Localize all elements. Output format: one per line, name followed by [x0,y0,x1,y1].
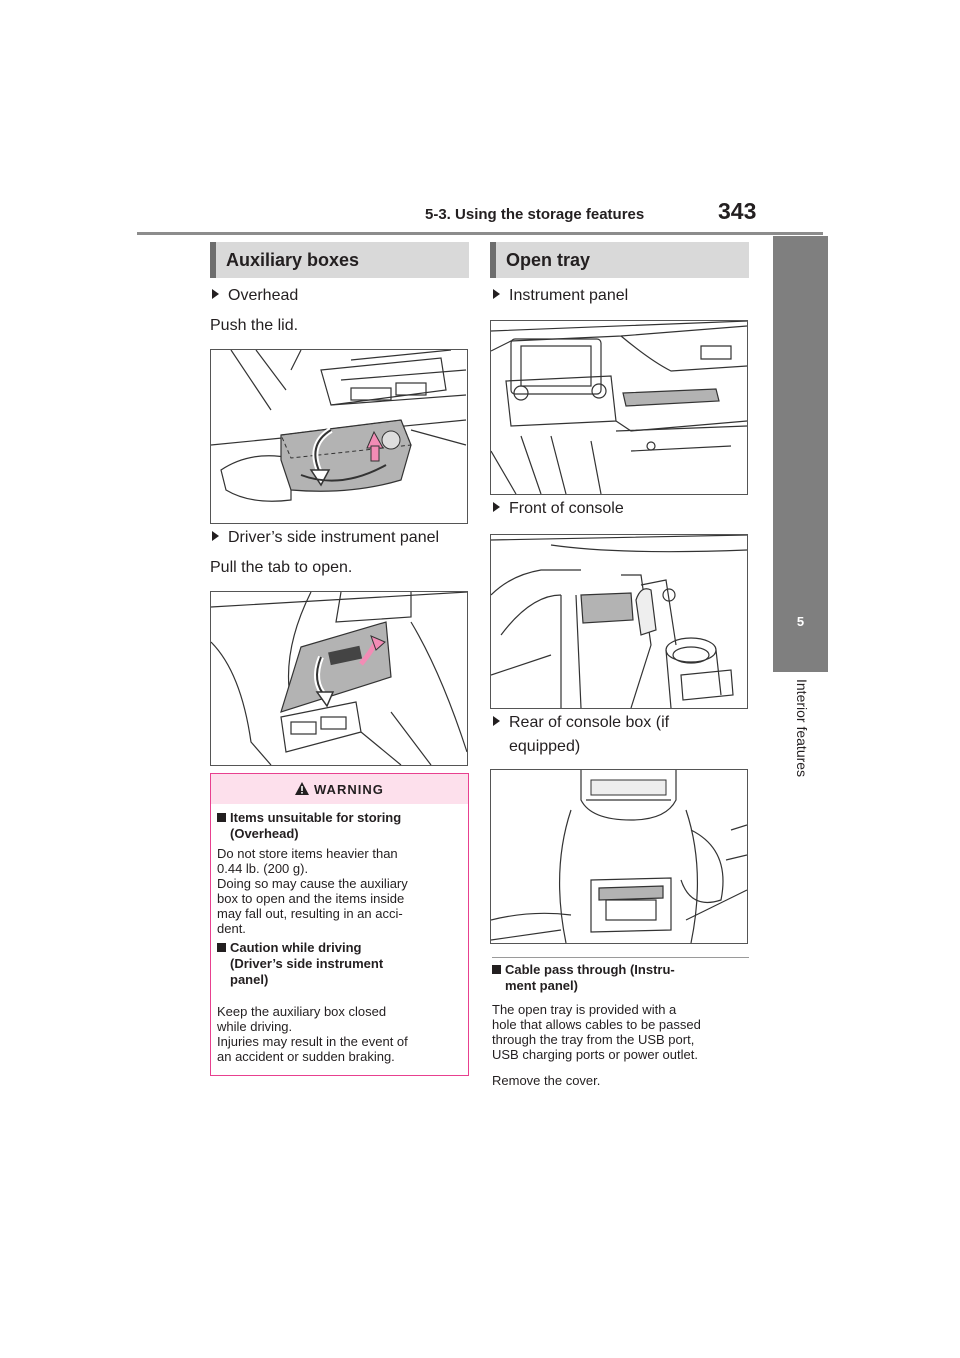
triangle-bullet-icon [493,502,500,512]
front-console-subheading: Front of console [493,500,624,518]
rear-console-subheading-cont: equipped) [509,738,581,755]
overhead-box-illustration [210,349,468,524]
triangle-bullet-icon [212,289,219,299]
warning-item-body: Keep the auxiliary box closed while driving. Injuries may result in the event of an accident or sudden braking. [217,1004,408,1064]
section-title: 5-3. Using the storage features [425,206,645,223]
warning-title: WARNING [314,782,384,797]
square-bullet-icon [217,813,226,822]
cable-pass-through-heading: Cable pass through (Instru- ment panel) [492,962,675,994]
cable-pass-through-body: The open tray is provided with a hole that allows cables to be passed through the tray from the USB port, USB charging ports or power outlet. [492,1002,701,1062]
triangle-bullet-icon [212,531,219,541]
front-console-tray-illustration [490,534,748,709]
rear-console-tray-illustration [490,769,748,944]
section-divider [492,957,749,958]
warning-box [210,773,469,1076]
warning-item-heading: Caution while driving (Driver’s side instrument panel) [217,940,383,988]
square-bullet-icon [492,965,501,974]
chapter-tab [773,236,828,672]
warning-item-body: Do not store items heavier than 0.44 lb. (200 g). Doing so may cause the auxiliary box to open and the items inside may fall out, resulting in an acci- dent. [217,846,408,936]
cable-pass-through-instruction: Remove the cover. [492,1073,601,1088]
chapter-number: 5 [796,614,805,629]
header-rule [137,232,823,235]
warning-header [211,774,468,804]
warning-item-heading: Items unsuitable for storing (Overhead) [217,810,401,842]
overhead-instruction: Push the lid. [210,317,299,334]
overhead-subheading: Overhead [212,287,298,305]
open-tray-heading: Open tray [490,242,749,278]
instrument-panel-subheading: Instrument panel [493,287,628,305]
driver-side-instruction: Pull the tab to open. [210,559,353,576]
triangle-bullet-icon [493,716,500,726]
square-bullet-icon [217,943,226,952]
instrument-panel-tray-illustration [490,320,748,495]
chapter-label: Interior features [794,679,810,778]
page-number: 343 [718,198,757,224]
driver-side-subheading: Driver’s side instrument panel [212,529,439,547]
auxiliary-boxes-heading: Auxiliary boxes [210,242,469,278]
rear-console-subheading: Rear of console box (if [493,714,669,732]
driver-side-box-illustration [210,591,468,766]
triangle-bullet-icon [493,289,500,299]
warning-triangle-icon [294,781,310,796]
